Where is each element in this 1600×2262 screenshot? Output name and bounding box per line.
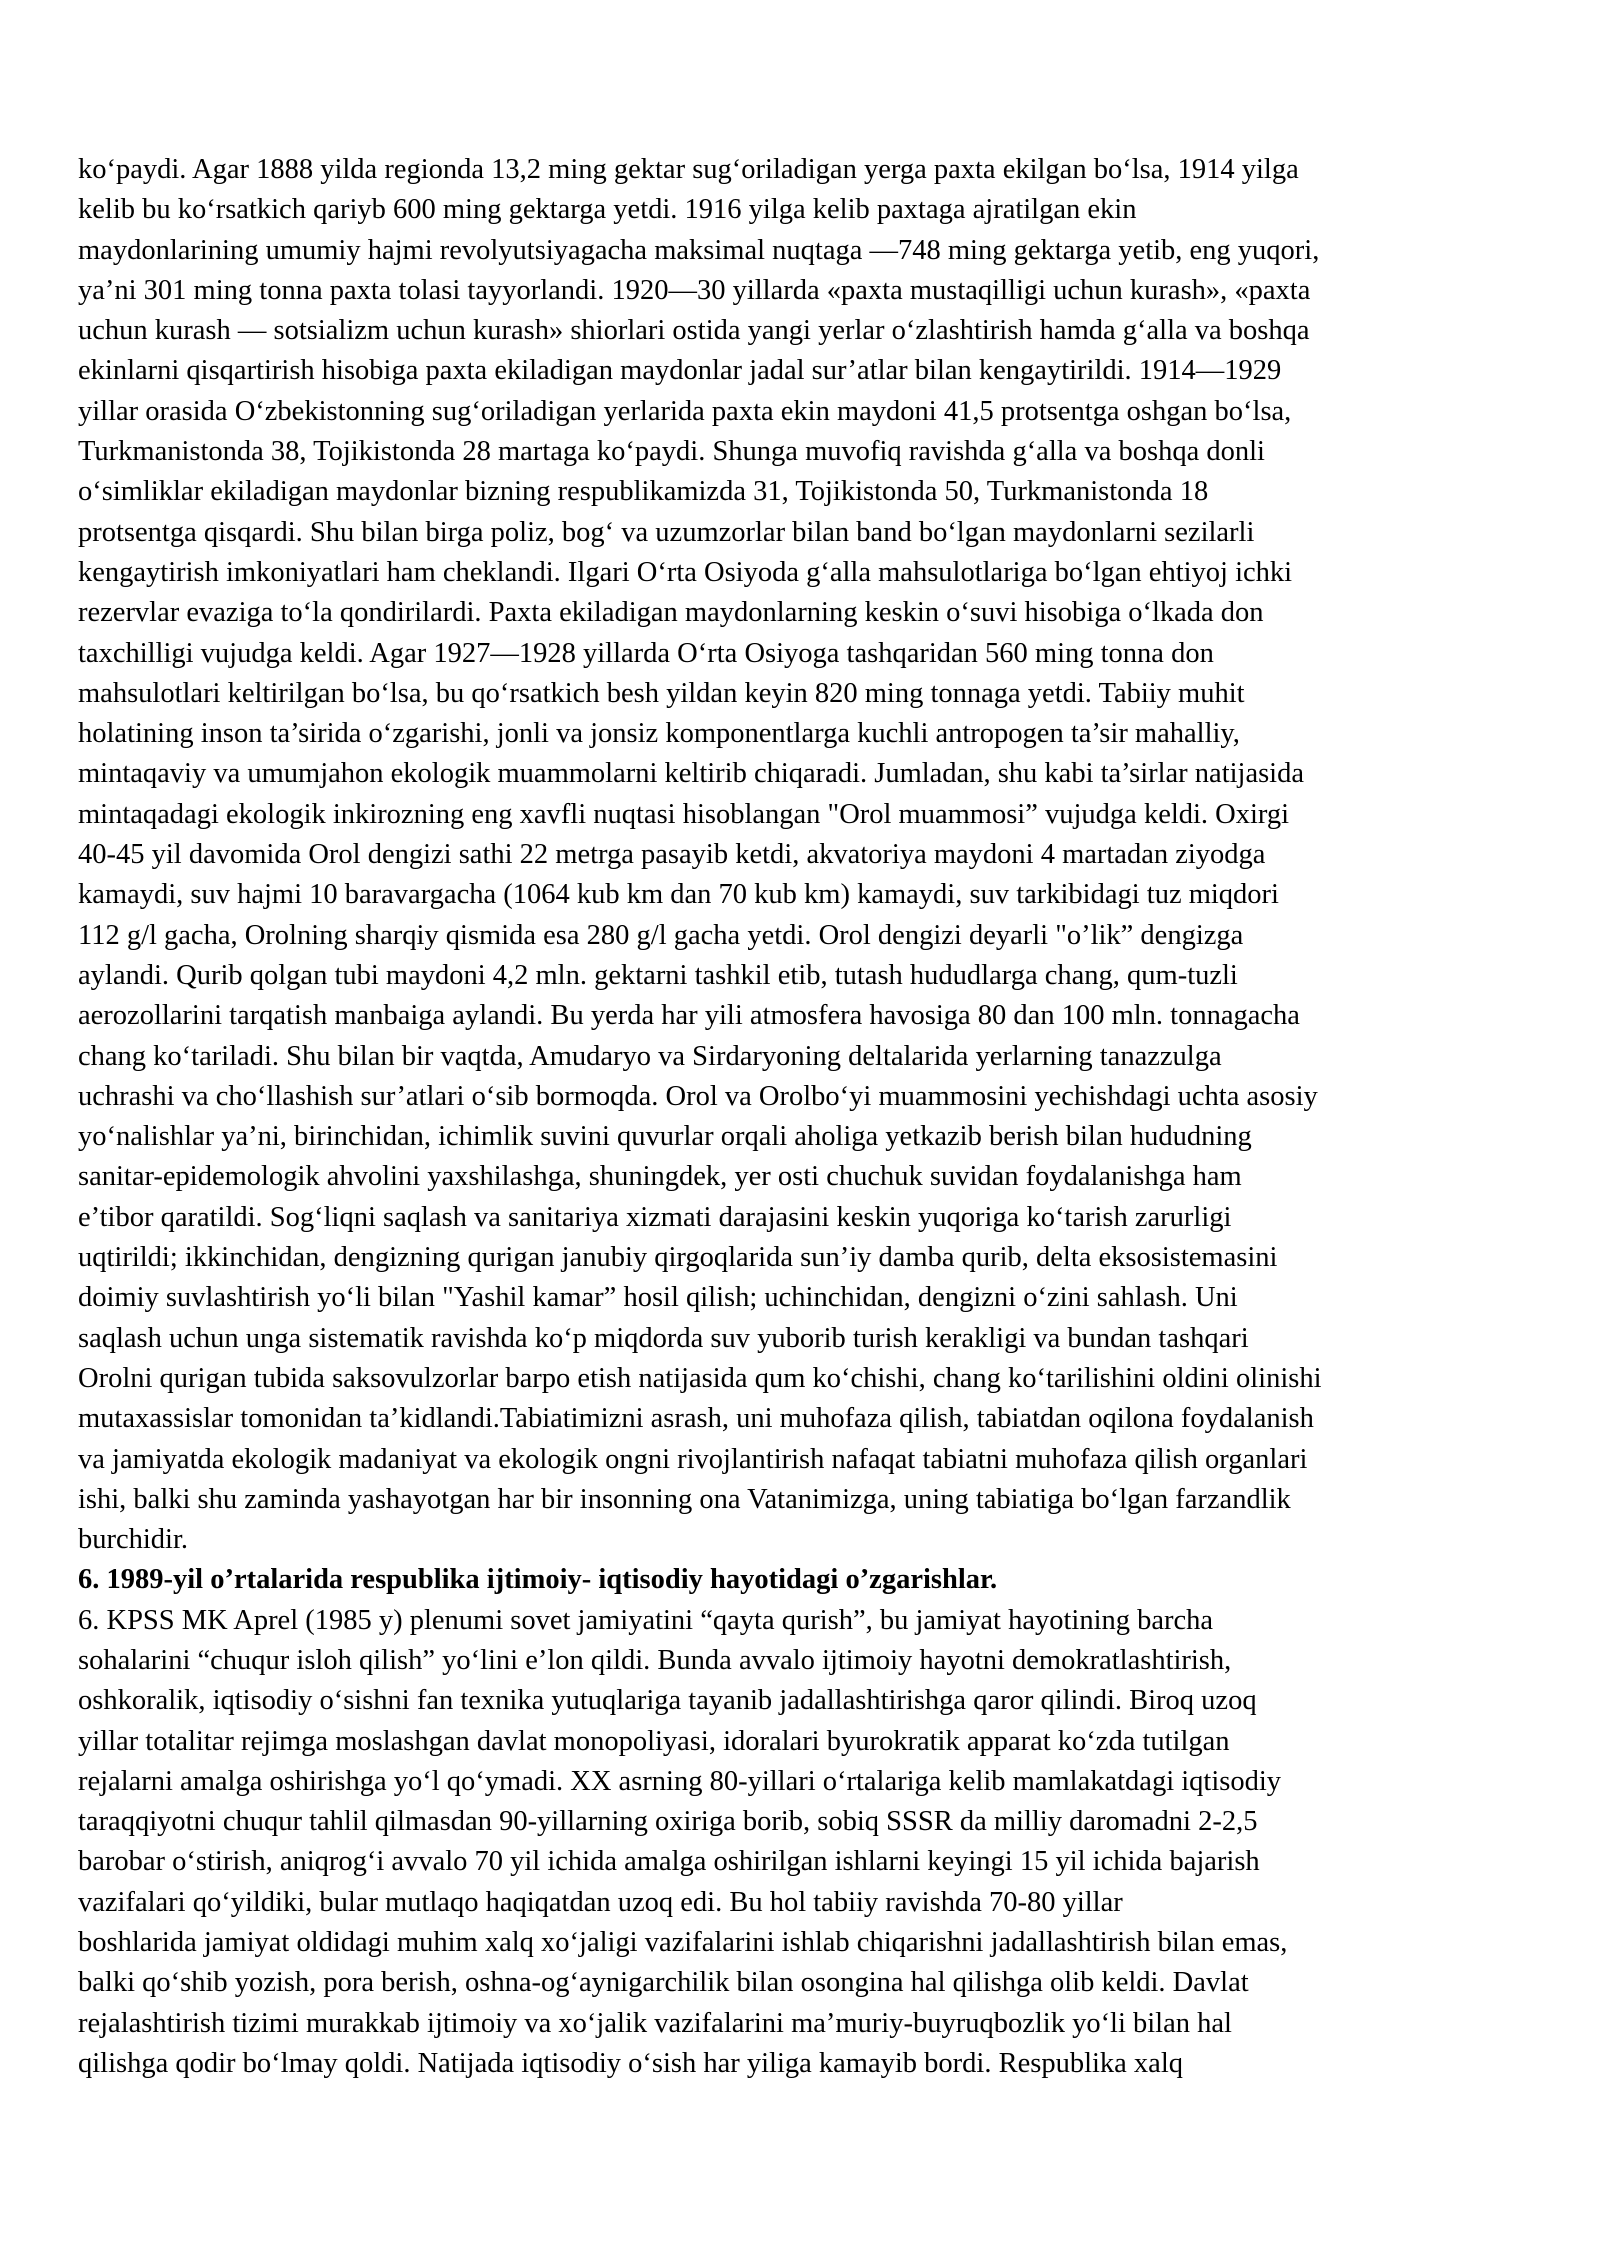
text-line: rejalarni amalga oshirishga yo‘l qo‘ymadi. XX asrning 80-yillari o‘rtalariga kelib mamlakatdagi iqtisodiy	[78, 1765, 1281, 1797]
text-line: barobar o‘stirish, aniqrog‘i avvalo 70 yil ichida amalga oshirilgan ishlarni keyingi 15 yil ichida bajarish	[78, 1846, 1260, 1878]
text-line: ekinlarni qisqartirish hisobiga paxta ekiladigan maydonlar jadal sur’atlar bilan kengaytirildi. 1914—1929	[78, 355, 1282, 387]
text-line: taraqqiyotni chuqur tahlil qilmasdan 90-yillarning oxiriga borib, sobiq SSSR da milliy daromadni 2-2,5	[78, 1806, 1258, 1838]
text-line: e’tibor qaratildi. Sog‘liqni saqlash va sanitariya xizmati darajasini keskin yuqoriga ko‘tarish zarurligi	[78, 1201, 1232, 1233]
text-line: doimiy suvlashtirish yo‘li bilan "Yashil kamar” hosil qilish; uchinchidan, dengizni o‘zini sahlash. Uni	[78, 1282, 1238, 1314]
text-line: burchidir.	[78, 1524, 189, 1556]
text-line: yillar totalitar rejimga moslashgan davlat monopoliyasi, idoralari byurokratik apparat ko‘zda tutilgan	[78, 1725, 1230, 1757]
text-line: aerozollarini tarqatish manbaiga aylandi. Bu yerda har yili atmosfera havosiga 80 dan 100 mln. tonnagacha	[78, 1000, 1300, 1032]
text-line: mintaqadagi ekologik inkirozning eng xavfli nuqtasi hisoblangan "Orol muammosi” vujudga keldi. Oxirgi	[78, 798, 1290, 830]
text-line: ya’ni 301 ming tonna paxta tolasi tayyorlandi. 1920—30 yillarda «paxta mustaqilligi uchun kurash», «paxta	[78, 274, 1311, 306]
text-line: sanitar-epidemologik ahvolini yaxshilashga, shuningdek, yer osti chuchuk suvidan foydalanishga ham	[78, 1161, 1242, 1193]
paragraph-aral-sea	[78, 150, 1498, 1560]
text-line: uchun kurash — sotsializm uchun kurash» shiorlari ostida yangi yerlar o‘zlashtirish hamda g‘alla va boshqa	[78, 315, 1310, 347]
text-line: sohalarini “chuqur isloh qilish” yo‘lini e’lon qildi. Bunda avvalo ijtimoiy hayotni demokratlashtirish,	[78, 1644, 1232, 1676]
text-line: saqlash uchun unga sistematik ravishda ko‘p miqdorda suv yuborib turish kerakligi va bundan tashqari	[78, 1322, 1249, 1354]
text-line: rejalashtirish tizimi murakkab ijtimoiy va xo‘jalik vazifalarini ma’muriy-buyruqbozlik yo‘li bilan hal	[78, 2007, 1232, 2039]
text-line: kelib bu ko‘rsatkich qariyb 600 ming gektarga yetdi. 1916 yilga kelib paxtaga ajratilgan ekin	[78, 194, 1137, 226]
text-line: rezervlar evaziga to‘la qondirilardi. Paxta ekiladigan maydonlarning keskin o‘suvi hisobiga o‘lkada don	[78, 597, 1264, 629]
text-line: balki qo‘shib yozish, pora berish, oshna-og‘aynigarchilik bilan osongina hal qilishga olib keldi. Davlat	[78, 1967, 1249, 1999]
text-line: qilishga qodir bo‘lmay qoldi. Natijada iqtisodiy o‘sish har yiligа kamayib bordi. Respublika xalq	[78, 2047, 1184, 2079]
text-line: uchrashi va cho‘llashish sur’atlari o‘sib bormoqda. Orol va Orolbo‘yi muammosini yechishdagi uchta asosiy	[78, 1080, 1318, 1112]
text-line: 6. KPSS MK Aprel (1985 y) plenumi sovet jamiyatini “qayta qurish”, bu jamiyat hayotining barcha	[78, 1604, 1214, 1636]
text-line: mahsulotlari keltirilgan bo‘lsa, bu qo‘rsatkich besh yildan keyin 820 ming tonnaga yetdi. Tabiiy muhit	[78, 677, 1245, 709]
text-line: ishi, balki shu zaminda yashayotgan har bir insonning ona Vatanimizga, uning tabiatiga bo‘lgan farzandlik	[78, 1483, 1291, 1515]
text-line: yo‘nalishlar ya’ni, birinchidan, ichimlik suvini quvurlar orqali aholiga yetkazib berish bilan hududning	[78, 1121, 1252, 1153]
text-line: 112 g/l gacha, Orolning sharqiy qismida esa 280 g/l gacha yetdi. Orol dengizi deyarli "o’lik” dengizga	[78, 919, 1244, 951]
text-line: vazifalari qo‘yildiki, bular mutlaqo haqiqatdan uzoq edi. Bu hol tabiiy ravishda 70-80 yillar	[78, 1886, 1123, 1918]
text-line: mintaqaviy va umumjahon ekologik muammolarni keltirib chiqaradi. Jumladan, shu kabi ta’sirlar natijasida	[78, 758, 1305, 790]
text-line: aylandi. Qurib qolgan tubi maydoni 4,2 mln. gektarni tashkil etib, tutash hududlarga chang, qum-tuzli	[78, 959, 1238, 991]
text-line: taxchilligi vujudga keldi. Agar 1927—1928 yillarda O‘rta Osiyoga tashqaridan 560 ming tonna don	[78, 637, 1214, 669]
text-line: kamaydi, suv hajmi 10 baravargacha (1064 kub km dan 70 kub km) kamaydi, suv tarkibidagi tuz miqdori	[78, 879, 1279, 911]
text-line: uqtirildi; ikkinchidan, dengizning qurigan janubiy qirgoqlarida sun’iy damba qurib, delta eksosistemasini	[78, 1242, 1278, 1274]
text-line: Turkmanistonda 38, Tojikistonda 28 martaga ko‘paydi. Shunga muvofiq ravishda g‘alla va boshqa donli	[78, 436, 1265, 468]
text-line: va jamiyatda ekologik madaniyat va ekologik ongni rivojlantirish nafaqat tabiatni muhofaza qilish organlari	[78, 1443, 1308, 1475]
text-line: ko‘paydi. Agar 1888 yilda regionda 13,2 ming gektar sug‘oriladigan yerga paxta ekilgan bo‘lsa, 1914 yilga	[78, 154, 1299, 185]
text-line: mutaxassislar tomonidan ta’kidlandi.Tabiatimizni asrash, uni muhofaza qilish, tabiatdan oqilona foydalanish	[78, 1403, 1314, 1435]
text-line: Orolni qurigan tubida saksovulzorlar barpo etish natijasida qum ko‘chishi, chang ko‘tarilishini oldini olinishi	[78, 1362, 1322, 1394]
text-line: holatining inson ta’sirida o‘zgarishi, jonli va jonsiz komponentlarga kuchli antropogen ta’sir mahalliy,	[78, 718, 1240, 750]
text-line: oshkoralik, iqtisodiy o‘sishni fan texnika yutuqlariga tayanib jadallashtirishga qaror qilindi. Biroq uzoq	[78, 1685, 1257, 1717]
text-line: protsentga qisqardi. Shu bilan birga poliz, bog‘ va uzumzorlar bilan band bo‘lgan maydonlarni sezilarli	[78, 516, 1255, 548]
document-page	[78, 150, 1498, 2084]
text-line: o‘simliklar ekiladigan maydonlar bizning respublikamizda 31, Tojikistonda 50, Turkmanistonda 18	[78, 476, 1209, 508]
text-line: yillar orasida O‘zbekistonning sug‘oriladigan yerlarida paxta ekin maydoni 41,5 protsentga oshgan bo‘lsa,	[78, 395, 1292, 427]
text-line: maydonlarining umumiy hajmi revolyutsiyagacha maksimal nuqtaga —748 ming gektarga yetib, eng yuqori,	[78, 234, 1320, 266]
paragraph-perestroika	[78, 1601, 1498, 2085]
text-line: chang ko‘tariladi. Shu bilan bir vaqtda, Amudaryo va Sirdaryoning deltalarida yerlarning tanazzulga	[78, 1040, 1222, 1072]
text-line: kengaytirish imkoniyatlari ham cheklandi. Ilgari O‘rta Osiyoda g‘alla mahsulotlariga bo‘lgan ehtiyoj ichki	[78, 556, 1293, 588]
text-line: boshlarida jamiyat oldidagi muhim xalq xo‘jaligi vazifalarini ishlab chiqarishni jadallashtirish bilan emas,	[78, 1927, 1288, 1959]
text-line: 40-45 yil davomida Orol dengizi sathi 22 metrga pasayib ketdi, akvatoriya maydoni 4 martadan ziyodga	[78, 839, 1266, 871]
section-heading: 6. 1989-yil o’rtalarida respublika ijtimoiy- iqtisodiy hayotidagi o’zgarishlar.	[78, 1564, 998, 1596]
